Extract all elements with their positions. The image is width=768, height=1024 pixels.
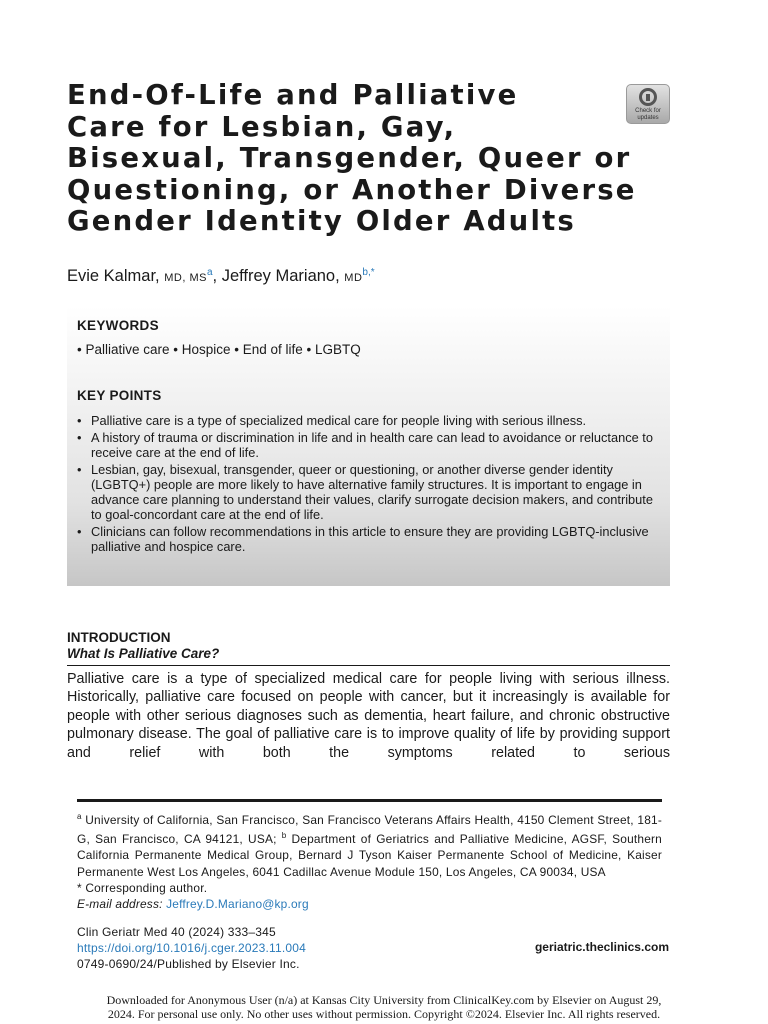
check-for-updates-button[interactable] — [626, 84, 670, 124]
badge-line-1: Check for — [635, 108, 661, 114]
check-for-updates-icon — [639, 88, 657, 106]
subsection-heading: What Is Palliative Care? — [67, 646, 220, 661]
title-line: Gender Identity Older Adults — [67, 205, 576, 237]
key-point-item: • Lesbian, gay, bisexual, transgender, queer or questioning, or another diverse gender identity (LGBTQ+) people are more likely to have alternative family structures. It is important to engage in advance care planning to understand their values, clarify surrogate decision makers, and contribute to goal-concordant care at the end of life. — [77, 463, 662, 522]
doi-link[interactable]: https://doi.org/10.1016/j.cger.2023.11.004 — [77, 941, 307, 955]
journal-site: geriatric.theclinics.com — [534, 940, 669, 954]
download-notice-line: Downloaded for Anonymous User (n/a) at Kansas City University from ClinicalKey.com by Elsevier on August 29, — [106, 993, 662, 1007]
body-paragraph: Palliative care is a type of specialized medical care for people living with serious illness. Historically, palliative care focused on people with cancer, but it increasingly is available for people with other serious diagnoses such as dementia, heart failure, and chronic obstructive pulmonary disease. The goal of palliative care is to improve quality of life by providing support and relief with both the symptoms related to serious — [67, 671, 670, 761]
author-degree: MD, MS — [164, 272, 207, 284]
key-points-list — [77, 414, 662, 557]
check-for-updates-label — [627, 108, 669, 121]
title-line: End-Of-Life and Palliative — [67, 79, 519, 111]
section-divider — [67, 665, 670, 666]
author-name: Evie Kalmar, — [67, 267, 165, 285]
badge-line-2: updates — [637, 114, 659, 121]
affiliation-b: Department of Geriatrics and Palliative Medicine, AGSF, Southern California Permanente Medical Group, Bernard J Tyson Kaiser Permanente School of Medicine, Kaiser Permanente West Los Angeles, 6041 Cadillac Avenue Module 150, Los Angeles, CA 90034, USA — [77, 832, 662, 879]
affiliations-footnote — [77, 809, 662, 912]
keywords-heading: KEYWORDS — [77, 318, 159, 333]
author-name: Jeffrey Mariano, — [221, 267, 345, 285]
corresponding-author-note: * Corresponding author. — [77, 880, 208, 895]
affiliation-marker: b — [281, 831, 287, 841]
article-title — [67, 79, 637, 238]
email-link[interactable]: Jeffrey.D.Mariano@kp.org — [166, 897, 309, 912]
affiliation-marker: a — [77, 812, 82, 821]
affiliation-link[interactable]: b,* — [362, 267, 375, 278]
author-degree: MD — [344, 272, 363, 284]
key-points-heading: KEY POINTS — [77, 388, 162, 403]
citation: Clin Geriatr Med 40 (2024) 333–345 — [77, 925, 276, 939]
author-separator: , — [212, 267, 222, 285]
keywords-list: • Palliative care • Hospice • End of life • LGBTQ — [77, 342, 361, 357]
key-point-item: • A history of trauma or discrimination in life and in health care can lead to avoidance or reluctance to receive care at the end of life. — [77, 431, 662, 461]
journal-info — [77, 924, 306, 972]
download-notice-line: 2024. For personal use only. No other uses without permission. Copyright ©2024. Elsevier Inc. All rights reserved. — [107, 1006, 661, 1021]
keywords-keypoints-box — [67, 306, 670, 586]
download-notice — [60, 994, 708, 1021]
affiliation-block — [77, 809, 662, 880]
email-line — [77, 896, 662, 912]
issn-publisher: 0749-0690/24/Published by Elsevier Inc. — [77, 957, 300, 971]
title-line: Bisexual, Transgender, Queer or — [67, 142, 632, 174]
key-point-item: • Clinicians can follow recommendations in this article to ensure they are providing LGBTQ-inclusive palliative and hospice care. — [77, 525, 662, 555]
section-heading: INTRODUCTION — [67, 630, 171, 645]
key-point-item: • Palliative care is a type of specialized medical care for people living with serious illness. — [77, 414, 662, 429]
author-list — [67, 267, 375, 286]
affiliation-link[interactable]: a — [206, 267, 213, 278]
title-line: Questioning, or Another Diverse — [67, 173, 637, 206]
title-line: Care for Lesbian, Gay, — [67, 110, 457, 143]
footnote-divider — [77, 799, 662, 802]
email-label: E-mail address: — [77, 897, 163, 912]
affiliation-a: University of California, San Francisco, San Francisco Veterans Affairs Health, 4150 Clement Street, 181-G, San Francisco, CA 94121, USA; — [77, 813, 662, 847]
